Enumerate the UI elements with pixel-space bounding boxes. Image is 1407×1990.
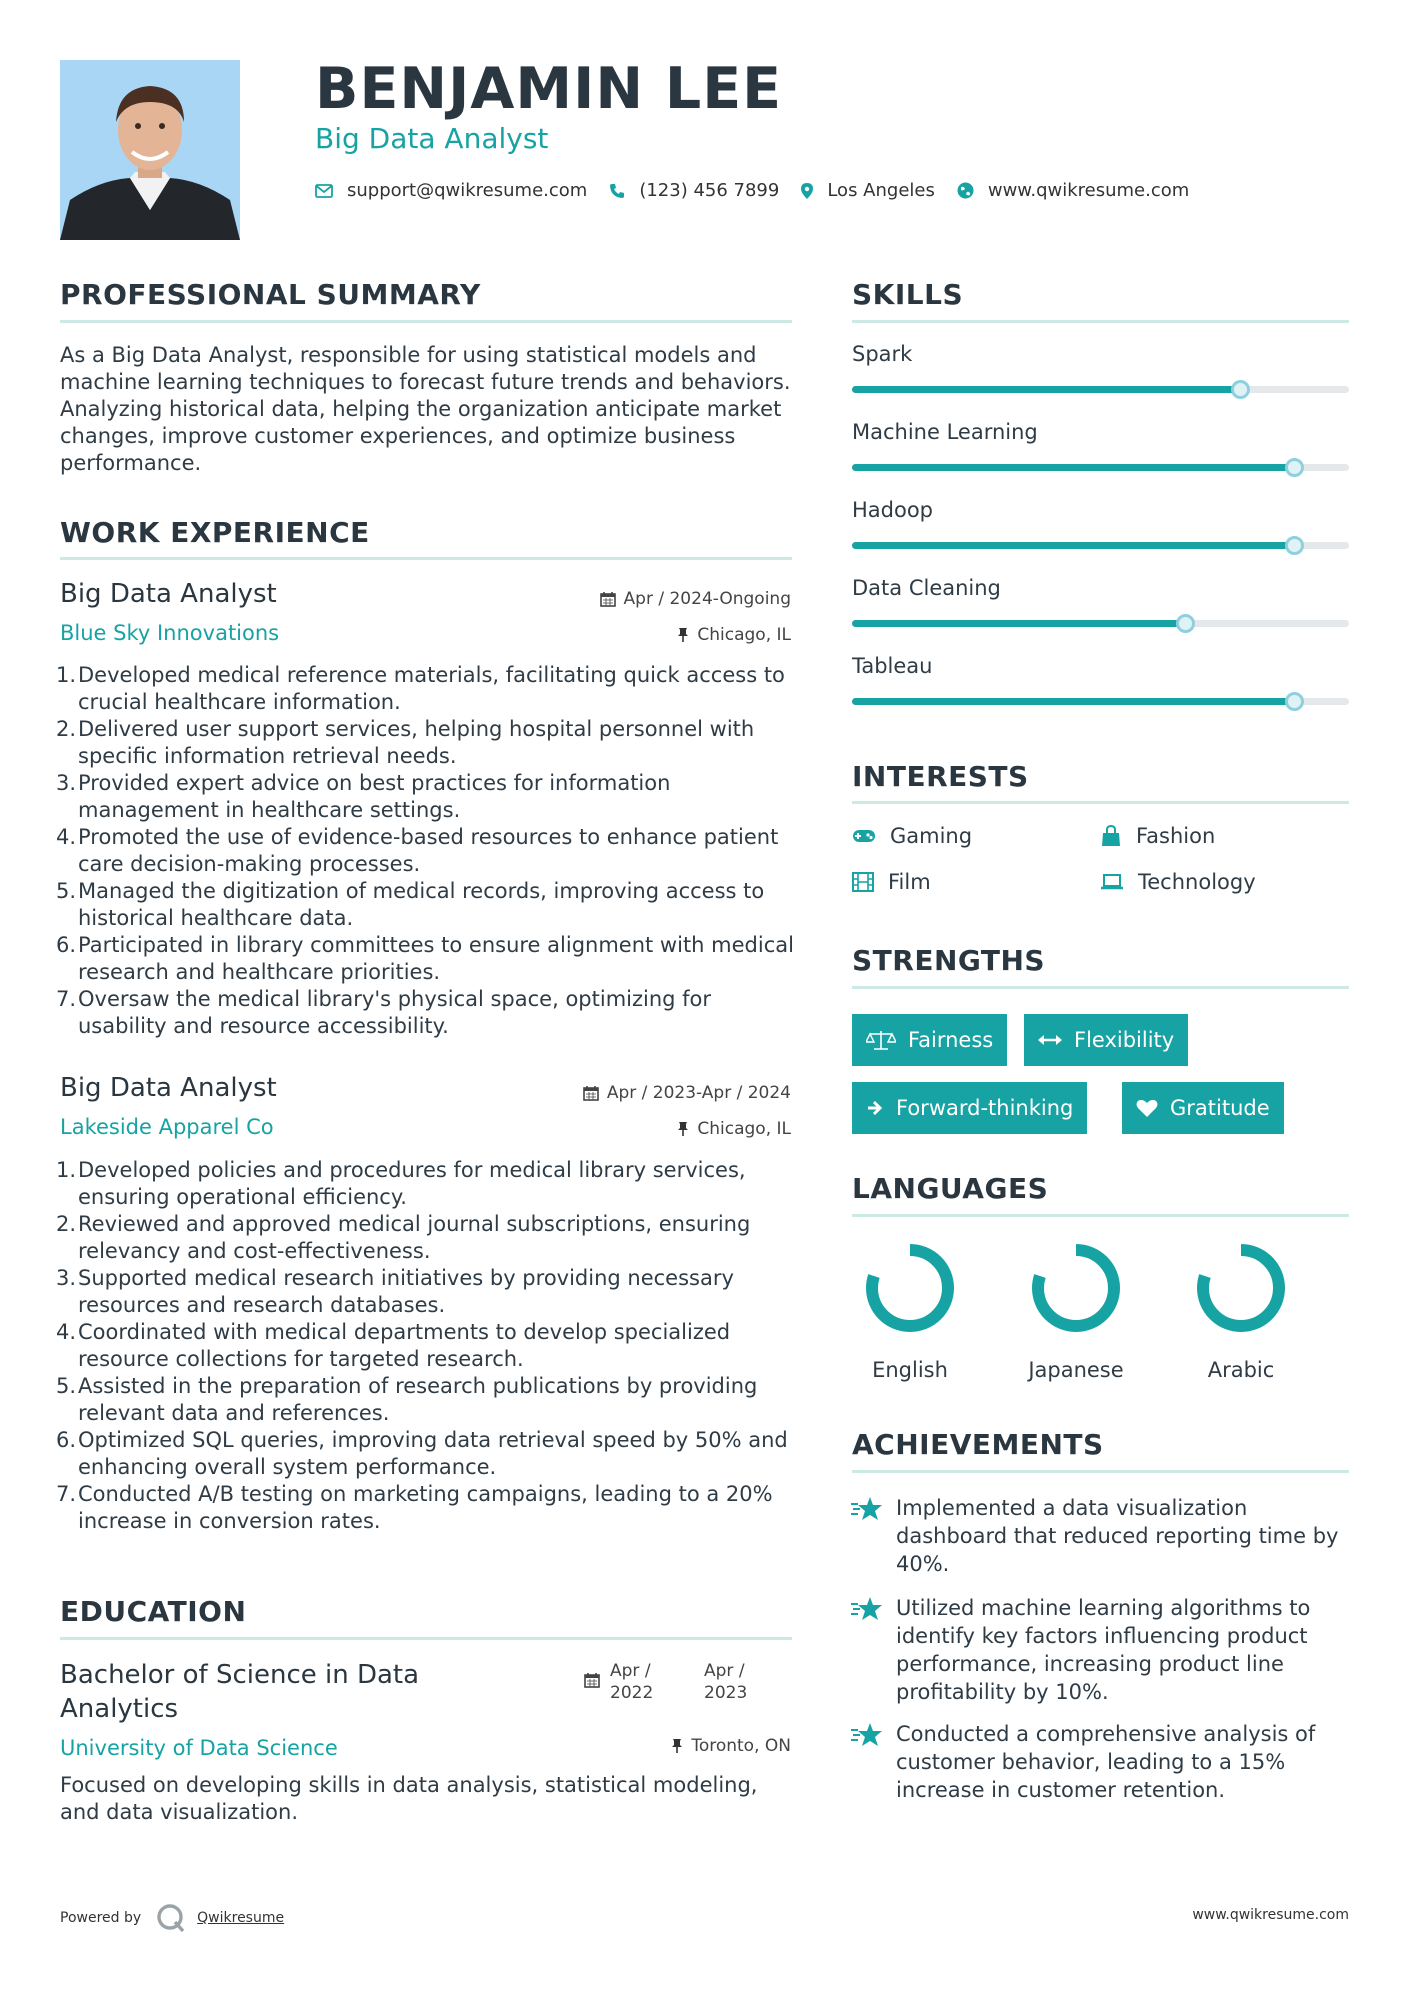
strengths-rule bbox=[852, 986, 1349, 989]
contact-location bbox=[801, 180, 935, 201]
language-ring-arc bbox=[1038, 1250, 1114, 1326]
languages-rule bbox=[852, 1214, 1349, 1217]
list-item: 3. Supported medical research initiatives by providing necessary resources and research databases. bbox=[56, 1266, 734, 1317]
map-pin-icon bbox=[801, 183, 813, 199]
globe-icon bbox=[957, 182, 974, 199]
school-name: University of Data Science bbox=[60, 1736, 338, 1760]
list-item: 7. Conducted A/B testing on marketing campaigns, leading to a 20% increase in conversion rates. bbox=[56, 1482, 773, 1533]
footer-website[interactable]: www.qwikresume.com bbox=[1192, 1907, 1349, 1923]
strength-label: Fairness bbox=[908, 1028, 994, 1052]
skill-bar bbox=[852, 542, 1349, 549]
language-item bbox=[1006, 1240, 1146, 1382]
skill-bar-fill bbox=[852, 620, 1185, 627]
skill-label: Spark bbox=[852, 342, 913, 366]
profile-photo bbox=[60, 60, 240, 240]
laptop-icon bbox=[1100, 873, 1124, 891]
skill-label: Tableau bbox=[852, 654, 933, 678]
location-text: Los Angeles bbox=[827, 180, 935, 201]
achievement-text: Conducted a comprehensive analysis of customer behavior, leading to a 15% increase in customer retention. bbox=[896, 1722, 1316, 1802]
skill-bar-fill bbox=[852, 386, 1240, 393]
strength-badge-gratitude bbox=[1122, 1082, 1284, 1134]
interest-label: Film bbox=[888, 870, 931, 894]
achievement-item bbox=[850, 1594, 1350, 1706]
education-location-text: Toronto, ON bbox=[691, 1736, 791, 1756]
education-start-year: 2022 bbox=[610, 1683, 654, 1703]
star-icon bbox=[850, 1720, 896, 1804]
degree-line-1: Bachelor of Science in Data bbox=[60, 1660, 420, 1690]
pushpin-icon bbox=[677, 627, 689, 643]
job-title: Big Data Analyst bbox=[60, 579, 277, 609]
achievement-item bbox=[850, 1720, 1350, 1804]
summary-text: As a Big Data Analyst, responsible for using statistical models and machine learning techniques to forecast future trends and behaviors. Analyzing historical data, helping the organization anticipate market changes, improve customer experiences, and optimize business performance. bbox=[60, 343, 791, 475]
education-start bbox=[610, 1660, 653, 1704]
phone-text: (123) 456 7899 bbox=[639, 180, 780, 201]
language-item bbox=[1171, 1240, 1311, 1382]
interest-label: Gaming bbox=[890, 824, 973, 848]
envelope-icon bbox=[315, 184, 333, 198]
job-dates bbox=[600, 589, 791, 609]
qwikresume-link[interactable]: Qwikresume bbox=[197, 1910, 285, 1926]
skills-heading: SKILLS bbox=[852, 278, 964, 311]
company-name: Blue Sky Innovations bbox=[60, 621, 280, 645]
education-start-month: Apr / bbox=[610, 1661, 651, 1681]
interest-film bbox=[852, 870, 931, 894]
arrow-right-icon bbox=[866, 1099, 884, 1117]
language-ring bbox=[1193, 1240, 1289, 1336]
language-ring bbox=[1028, 1240, 1124, 1336]
interests-rule bbox=[852, 801, 1349, 804]
balance-scale-icon bbox=[866, 1029, 896, 1051]
skill-bar-knob bbox=[1285, 458, 1304, 477]
skill-bar-fill bbox=[852, 464, 1294, 471]
experience-heading: WORK EXPERIENCE bbox=[60, 516, 370, 549]
heart-icon bbox=[1136, 1098, 1158, 1118]
list-item: 2. Delivered user support services, helping hospital personnel with specific information retrieval needs. bbox=[56, 717, 755, 768]
job-bullets bbox=[56, 662, 805, 1040]
education-end bbox=[704, 1660, 747, 1704]
list-item: 5. Managed the digitization of medical records, improving access to historical healthcare data. bbox=[56, 879, 765, 930]
company-name: Lakeside Apparel Co bbox=[60, 1115, 274, 1139]
job-location bbox=[677, 1119, 791, 1139]
achievements-heading: ACHIEVEMENTS bbox=[852, 1428, 1104, 1461]
interest-label: Fashion bbox=[1136, 824, 1216, 848]
candidate-title: Big Data Analyst bbox=[315, 122, 549, 155]
job-dates-text: Apr / 2024-Ongoing bbox=[623, 589, 791, 609]
strength-label: Gratitude bbox=[1170, 1096, 1270, 1120]
list-item: 3. Provided expert advice on best practices for information management in healthcare settings. bbox=[56, 771, 671, 822]
skill-bar-fill bbox=[852, 698, 1294, 705]
gamepad-icon bbox=[852, 828, 876, 844]
skills-rule bbox=[852, 320, 1349, 323]
list-item: 4. Coordinated with medical departments to develop specialized resource collections for targeted research. bbox=[56, 1320, 731, 1371]
job-dates-text: Apr / 2023-Apr / 2024 bbox=[606, 1083, 791, 1103]
contact-website[interactable] bbox=[957, 180, 1189, 201]
list-item: 5. Assisted in the preparation of research publications by providing relevant data and references. bbox=[56, 1374, 758, 1425]
job-location-text: Chicago, IL bbox=[697, 1119, 791, 1139]
language-ring-arc bbox=[1203, 1250, 1279, 1326]
strength-badge-forward-thinking bbox=[852, 1082, 1087, 1134]
language-ring-arc bbox=[872, 1250, 948, 1326]
contact-email[interactable] bbox=[315, 180, 587, 201]
experience-rule bbox=[60, 557, 792, 560]
language-ring bbox=[862, 1240, 958, 1336]
strength-label: Flexibility bbox=[1074, 1028, 1175, 1052]
language-label: Japanese bbox=[1028, 1358, 1124, 1382]
language-label: English bbox=[872, 1358, 948, 1382]
contact-phone[interactable] bbox=[609, 180, 779, 201]
skill-bar-knob bbox=[1231, 380, 1250, 399]
summary-rule bbox=[60, 320, 792, 323]
list-item: 4. Promoted the use of evidence-based resources to enhance patient care decision-making processes. bbox=[56, 825, 779, 876]
phone-icon bbox=[609, 183, 625, 199]
calendar-icon bbox=[584, 1672, 600, 1692]
email-text: support@qwikresume.com bbox=[347, 180, 588, 201]
skill-bar-knob bbox=[1285, 536, 1304, 555]
interest-label: Technology bbox=[1138, 870, 1256, 894]
job-bullets bbox=[56, 1157, 805, 1535]
qwikresume-logo-icon bbox=[155, 1903, 187, 1933]
film-icon bbox=[852, 872, 874, 892]
skill-label: Hadoop bbox=[852, 498, 934, 522]
footer-powered-by bbox=[60, 1903, 284, 1933]
interest-fashion bbox=[1100, 824, 1215, 848]
skill-bar-knob bbox=[1285, 692, 1304, 711]
language-label: Arabic bbox=[1207, 1358, 1275, 1382]
summary-heading: PROFESSIONAL SUMMARY bbox=[60, 278, 481, 311]
website-text: www.qwikresume.com bbox=[987, 180, 1190, 201]
education-heading: EDUCATION bbox=[60, 1595, 247, 1628]
job-dates bbox=[583, 1083, 791, 1103]
pushpin-icon bbox=[677, 1121, 689, 1137]
list-item: 6. Optimized SQL queries, improving data retrieval speed by 50% and enhancing overall system performance. bbox=[56, 1428, 788, 1479]
pushpin-icon bbox=[671, 1738, 683, 1754]
skill-bar bbox=[852, 698, 1349, 705]
education-end-month: Apr / bbox=[704, 1661, 745, 1681]
contact-bar bbox=[315, 180, 1211, 201]
skill-label: Machine Learning bbox=[852, 420, 1038, 444]
job-location bbox=[677, 625, 791, 645]
arrows-horizontal-icon bbox=[1038, 1033, 1062, 1047]
achievement-text: Implemented a data visualization dashboard that reduced reporting time by 40%. bbox=[896, 1496, 1339, 1576]
achievement-text: Utilized machine learning algorithms to identify key factors influencing product performance, increasing product line profitability by 10%. bbox=[896, 1596, 1311, 1704]
education-description: Focused on developing skills in data analysis, statistical modeling, and data visualization. bbox=[60, 1773, 758, 1824]
strengths-heading: STRENGTHS bbox=[852, 944, 1046, 977]
shopping-bag-icon bbox=[1100, 825, 1122, 847]
list-item: 1. Developed policies and procedures for medical library services, ensuring operational efficiency. bbox=[56, 1158, 746, 1209]
language-item bbox=[840, 1240, 980, 1382]
skill-bar bbox=[852, 386, 1349, 393]
list-item: 1. Developed medical reference materials, facilitating quick access to crucial healthcare information. bbox=[56, 663, 785, 714]
calendar-icon bbox=[583, 1085, 599, 1101]
education-location bbox=[671, 1736, 791, 1756]
skill-bar bbox=[852, 464, 1349, 471]
education-rule bbox=[60, 1637, 792, 1640]
interest-gaming bbox=[852, 824, 972, 848]
list-item: 7. Oversaw the medical library's physical space, optimizing for usability and resource accessibility. bbox=[56, 987, 712, 1038]
interests-heading: INTERESTS bbox=[852, 760, 1029, 793]
job-location-text: Chicago, IL bbox=[697, 625, 791, 645]
list-item: 6. Participated in library committees to ensure alignment with medical research and healthcare priorities. bbox=[56, 933, 794, 984]
strength-badge-flexibility bbox=[1024, 1014, 1188, 1066]
skill-label: Data Cleaning bbox=[852, 576, 1001, 600]
degree-line-2: Analytics bbox=[60, 1694, 179, 1724]
skill-bar-knob bbox=[1176, 614, 1195, 633]
strength-label: Forward-thinking bbox=[896, 1096, 1074, 1120]
candidate-name: BENJAMIN LEE bbox=[315, 56, 783, 122]
powered-by-text: Powered by bbox=[60, 1910, 142, 1926]
achievement-item bbox=[850, 1494, 1350, 1578]
skill-bar-fill bbox=[852, 542, 1294, 549]
calendar-icon bbox=[600, 591, 616, 607]
job-title: Big Data Analyst bbox=[60, 1073, 277, 1103]
star-icon bbox=[850, 1494, 896, 1578]
achievements-rule bbox=[852, 1470, 1349, 1473]
strength-badge-fairness bbox=[852, 1014, 1007, 1066]
skill-bar bbox=[852, 620, 1349, 627]
languages-heading: LANGUAGES bbox=[852, 1172, 1049, 1205]
star-icon bbox=[850, 1594, 896, 1706]
list-item: 2. Reviewed and approved medical journal subscriptions, ensuring relevancy and cost-effectiveness. bbox=[56, 1212, 751, 1263]
education-end-year: 2023 bbox=[704, 1683, 748, 1703]
interest-technology bbox=[1100, 870, 1256, 894]
